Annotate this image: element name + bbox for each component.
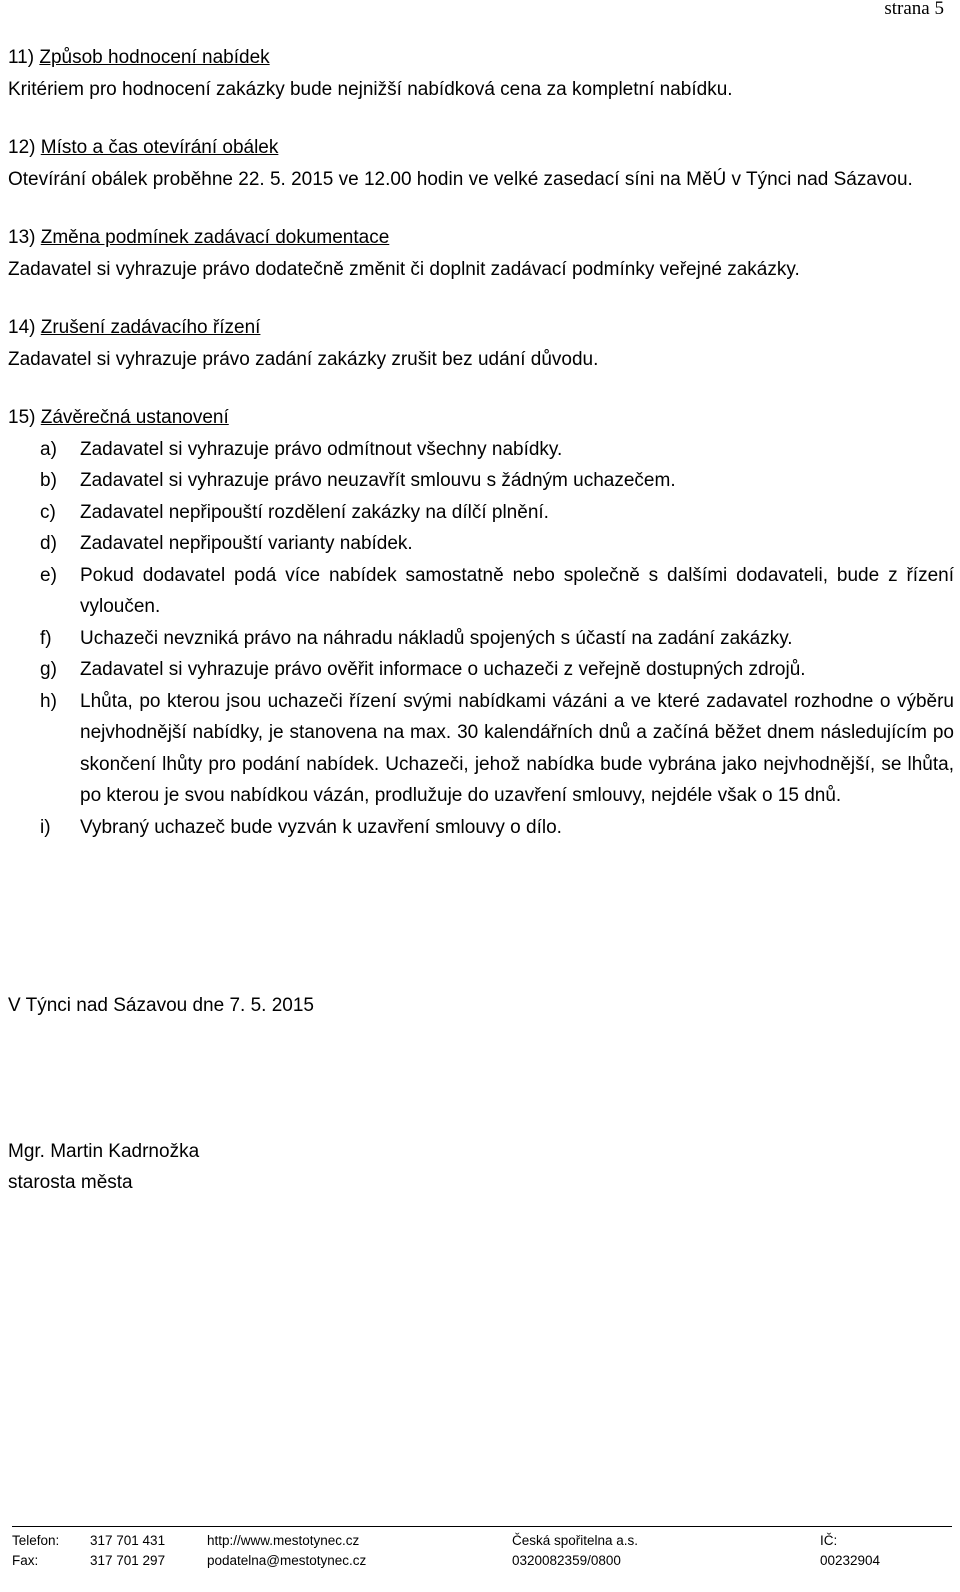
footer-row (12, 1551, 952, 1571)
footer-phone-label: Telefon: (12, 1533, 60, 1548)
footer-fax-label: Fax: (12, 1553, 39, 1568)
list-item (8, 560, 954, 623)
list-item (8, 497, 954, 529)
list-item (8, 686, 954, 812)
list-item (8, 434, 954, 466)
list-item-label: c) (40, 501, 56, 523)
list-item-text: Zadavatel si vyhrazuje právo odmítnout všechny nabídky. (80, 438, 563, 460)
list-item-text: Lhůta, po kterou jsou uchazeči řízení svými nabídkami vázáni a ve které zadavatel rozhodne o výběru nejvhodnější nabídky, je stanovena na max. 30 kalendářních dnů a začíná běžet dnem následujícím po skončení lhůty pro podání nabídek. Uchazeči, jehož nabídka bude vybrána jako nejvhodnější, se lhůta, po kterou je svou nabídkou vázán, prodlužuje do uzavření smlouvy, nejdéle však o 15 dnů. (80, 690, 954, 806)
section-14 (8, 312, 954, 375)
section-13-text: Zadavatel si vyhrazuje právo dodatečně změnit či doplnit zadávací podmínky veřejné zakázky. (8, 258, 800, 280)
footer-website-link[interactable]: http://www.mestotynec.cz (207, 1533, 360, 1548)
place-date: V Týnci nad Sázavou dne 7. 5. 2015 (8, 995, 314, 1016)
list-item (8, 812, 954, 844)
section-11-title: 11) Způsob hodnocení nabídek (8, 47, 270, 68)
section-13 (8, 222, 954, 285)
list-item-text: Zadavatel si vyhrazuje právo ověřit informace o uchazeči z veřejně dostupných zdrojů. (80, 659, 806, 680)
list-item (8, 654, 954, 686)
section-12-title: 12) Místo a čas otevírání obálek (8, 137, 279, 158)
list-item-label: b) (40, 470, 57, 491)
footer-ic-value: 00232904 (820, 1553, 881, 1568)
footer-email-link[interactable]: podatelna@mestotynec.cz (207, 1553, 367, 1568)
section-14-text: Zadavatel si vyhrazuje právo zadání zakázky zrušit bez udání důvodu. (8, 348, 599, 370)
signatory-role: starosta města (8, 1172, 133, 1193)
list-item-text: Zadavatel si vyhrazuje právo neuzavřít smlouvu s žádným uchazečem. (80, 470, 676, 491)
section-15-title: 15) Závěrečná ustanovení (8, 407, 229, 428)
section-15 (8, 402, 954, 843)
signature-block (8, 1136, 199, 1198)
section-11 (8, 42, 954, 105)
footer-bank-account: 0320082359/0800 (512, 1553, 621, 1568)
list-item-text: Vybraný uchazeč bude vyzván k uzavření smlouvy o dílo. (80, 816, 562, 838)
section-12-text: Otevírání obálek proběhne 22. 5. 2015 ve 12.00 hodin ve velké zasedací síni na MěÚ v Týnci nad Sázavou. (8, 168, 913, 190)
list-item-text: Pokud dodavatel podá více nabídek samostatně nebo společně s dalšími dodavateli, bude z řízení vyloučen. (80, 564, 954, 617)
list-item-text: Uchazeči nevzniká právo na náhradu nákladů spojených s účastí na zadání zakázky. (80, 627, 793, 649)
list-item-label: i) (40, 816, 51, 838)
list-item (8, 528, 954, 560)
section-14-title: 14) Zrušení zadávacího řízení (8, 317, 261, 338)
footer-bank-name: Česká spořitelna a.s. (512, 1533, 639, 1548)
list-item-text: Zadavatel nepřipouští varianty nabídek. (80, 533, 413, 554)
list-item-label: e) (40, 564, 57, 586)
footer-ic-label: IČ: (820, 1533, 838, 1548)
footer-row (12, 1531, 952, 1551)
signatory-name: Mgr. Martin Kadrnožka (8, 1141, 200, 1162)
list-item-text: Zadavatel nepřipouští rozdělení zakázky na dílčí plnění. (80, 501, 549, 523)
list-item-label: a) (40, 438, 57, 460)
page-number: strana 5 (884, 0, 944, 19)
document-body (8, 42, 954, 870)
list-item-label: f) (40, 627, 52, 649)
list-item (8, 623, 954, 655)
footer-fax-value: 317 701 297 (90, 1553, 166, 1568)
section-11-text: Kritériem pro hodnocení zakázky bude nejnižší nabídková cena za kompletní nabídku. (8, 78, 733, 100)
list-item-label: h) (40, 690, 57, 712)
section-13-title: 13) Změna podmínek zadávací dokumentace (8, 227, 390, 248)
list-item (8, 465, 954, 497)
list-item-label: g) (40, 659, 57, 680)
section-12 (8, 132, 954, 195)
page-footer (12, 1526, 952, 1571)
list-item-label: d) (40, 533, 57, 554)
footer-phone-value: 317 701 431 (90, 1533, 166, 1548)
